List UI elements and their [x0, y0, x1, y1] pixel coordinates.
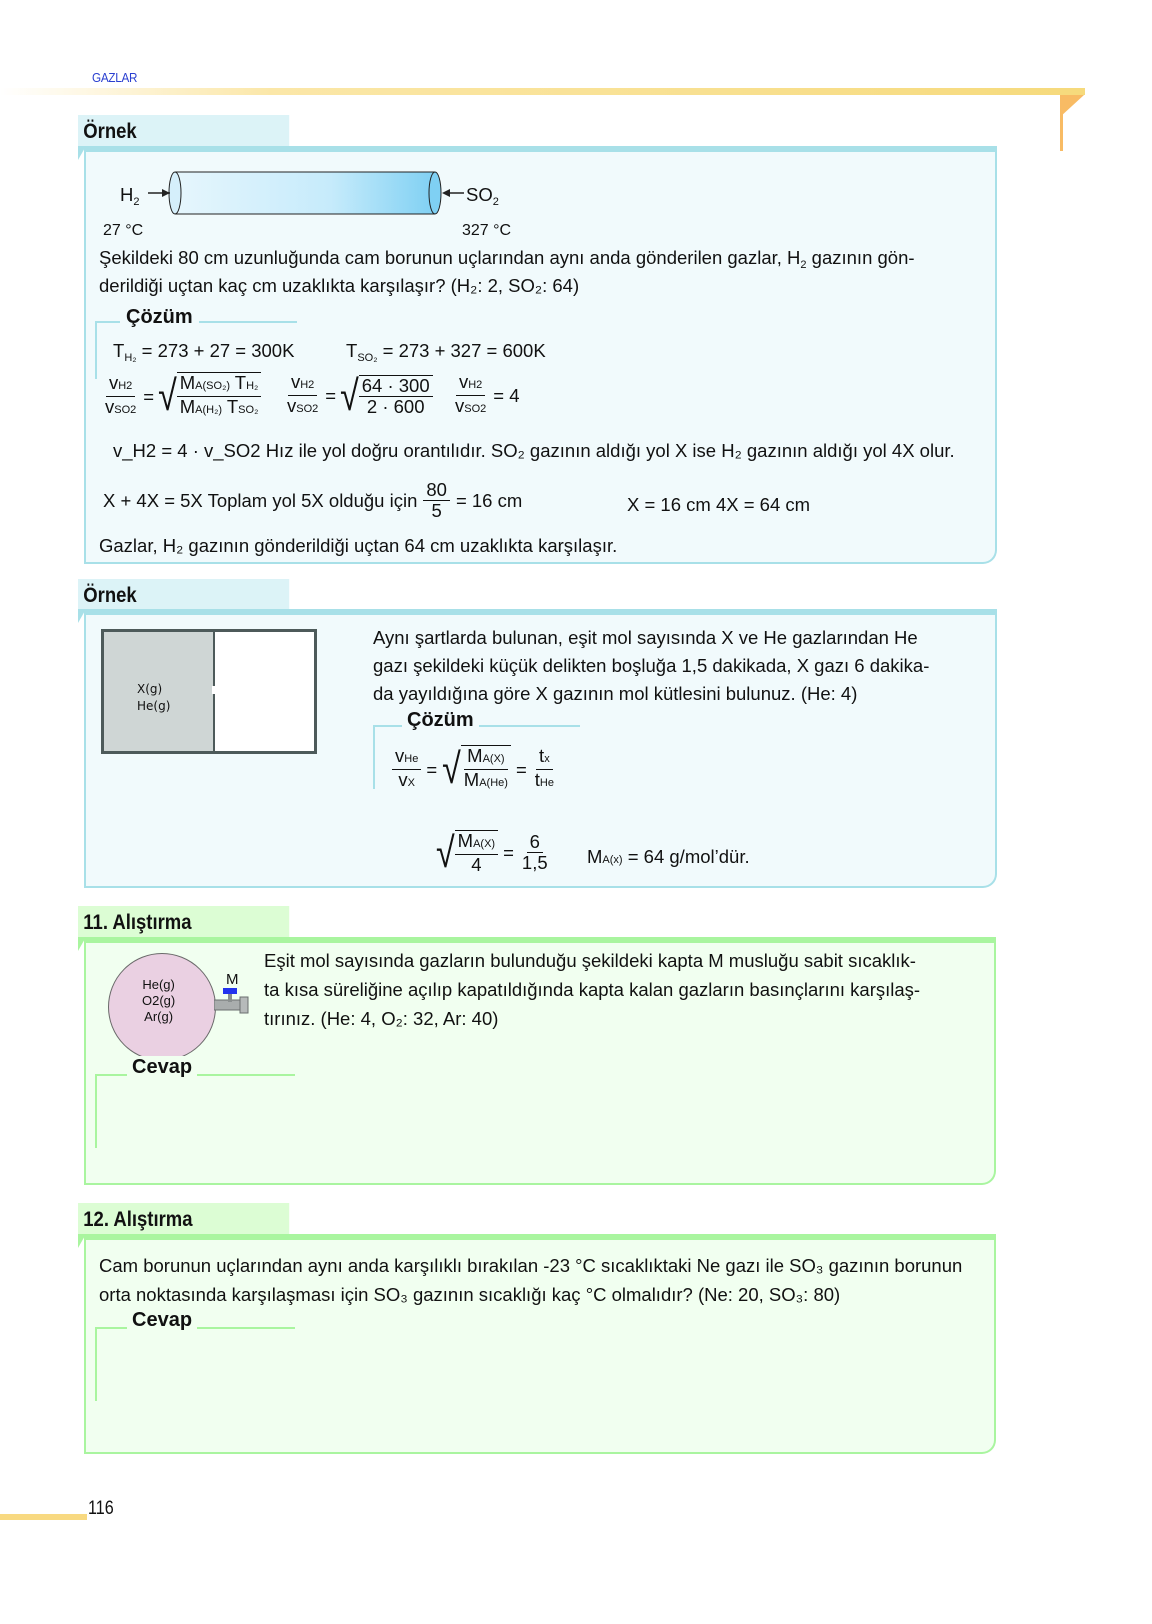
graham-time-equation: $\frac{\text{vHe}}{vX}$ = √ $\frac{MA(X)}{MA(He)}$ = $\frac{tx}{\text{tHe}}$ — [392, 745, 557, 793]
example2-title: Örnek — [78, 579, 289, 611]
exercise11-question-line2: ta kısa süreliğine açılıp kapatıldığında kapta kalan gazların basınçlarını karşılaş- — [264, 979, 921, 1000]
example2-notch — [78, 609, 86, 623]
exercise12-notch — [78, 1234, 86, 1248]
valve-icon — [214, 986, 250, 1021]
chapter-label: GAZLAR — [92, 70, 138, 85]
example2-question-line2: gazı şekildeki küçük delikten boşluğa 1,5 dakikada, X gazı 6 dakika- — [373, 655, 930, 676]
answer-bracket-12 — [95, 1327, 295, 1401]
tube-left-temp: 27 °C — [103, 222, 144, 239]
exercise11-title: 11. Alıştırma — [78, 906, 289, 938]
tube-right-gas: $SO_2$ — [466, 184, 499, 208]
footer-bar — [0, 1514, 87, 1520]
speed-relation-line: v_H2 = 4 · v_SO2 Hız ile yol doğru orantılıdır. SO₂ gazının aldığı yol X ise H₂ gazının aldığı yol 4X olur. — [113, 440, 955, 461]
temp-h2-eq: $T_{H_2} = 273 + 27 = 300K$ — [113, 340, 295, 364]
exercise12-question-line2: orta noktasında karşılaşması için SO₃ gazının sıcaklığı kaç °C olmalıdır? (Ne: 20, SO₃: 80) — [99, 1284, 841, 1305]
tube-right-temp: 327 °C — [462, 222, 512, 239]
molar-mass-result: MA(x) = 64 g/mol’dür. — [587, 846, 750, 867]
answer-bracket-11 — [95, 1074, 295, 1148]
example2-solution-label: Çözüm — [402, 709, 479, 732]
gas-labels: X(g) He(g) — [137, 682, 171, 713]
example1-question-line2: derildiği uçtan kaç cm uzaklıkta karşılaşır? (H₂: 2, SO₂: 64) — [99, 275, 580, 296]
sum-line: X + 4X = 5X Toplam yol 5X olduğu için $\frac{80}{5}$ = 16 cm — [103, 479, 523, 521]
example1-question-line1: Şekildeki 80 cm uzunluğunda cam borunun uçlarından aynı anda gönderilen gazlar, $H_2$ gazının gön- — [99, 247, 915, 271]
sum-result: X = 16 cm 4X = 64 cm — [627, 494, 811, 515]
graham-equation-1: $\frac{vH2}{\text{vSO2}}$ = √ $\frac{\text{MA(SO₂) TH₂}}{\text{MA(H₂) TSO₂}}$ — [102, 372, 261, 420]
temp-so2-eq: $T_{SO_2} = 273 + 327 = 600K$ — [346, 340, 546, 364]
example2-question-line3: da yayıldığına göre X gazının mol kütlesini bulunuz. (He: 4) — [373, 683, 858, 704]
example1-notch — [78, 146, 86, 160]
small-hole — [212, 686, 216, 694]
example1-solution-label: Çözüm — [120, 306, 199, 329]
flask-gas-labels: He(g) O2(g) Ar(g) — [142, 977, 176, 1024]
example1-conclusion: Gazlar, H₂ gazının gönderildiği uçtan 64 cm uzaklıkta karşılaşır. — [99, 535, 618, 556]
molar-mass-equation: √ $\frac{MA(X)}{4}$ = $\frac{6}{1,5}$ — [436, 828, 548, 877]
exercise11-answer-label: Cevap — [127, 1056, 197, 1079]
header-bar — [0, 88, 1085, 95]
tube-left-gas: $H_2$ — [120, 184, 140, 208]
exercise11-question-line1: Eşit mol sayısında gazların bulunduğu şekildeki kapta M musluğu sabit sıcaklık- — [264, 950, 916, 971]
example2-question-line1: Aynı şartlarda bulunan, eşit mol sayısında X ve He gazlarından He — [373, 627, 918, 648]
header-flag — [1060, 95, 1084, 117]
graham-equation-2: $\frac{vH2}{\text{vSO2}}$ = √ $\frac{64 \cdot 300}{2 \cdot 600}$ — [284, 372, 433, 419]
exercise11-notch — [78, 937, 86, 951]
exercise11-question-line3: tırınız. (He: 4, O₂: 32, Ar: 40) — [264, 1008, 499, 1029]
effusion-container — [101, 629, 317, 754]
valve-label: M — [226, 971, 239, 988]
page-number: 116 — [88, 1498, 114, 1519]
exercise12-answer-label: Cevap — [127, 1309, 197, 1332]
example1-title: Örnek — [78, 115, 289, 147]
header-line — [1060, 95, 1063, 151]
exercise12-title: 12. Alıştırma — [78, 1203, 289, 1235]
graham-equation-3: $\frac{vH2}{\text{vSO2}}$ = 4 — [455, 371, 520, 416]
exercise12-question-line1: Cam borunun uçlarından aynı anda karşılıklı bırakılan -23 °C sıcaklıktaki Ne gazı ile SO₃ gazının borunun — [99, 1255, 963, 1276]
